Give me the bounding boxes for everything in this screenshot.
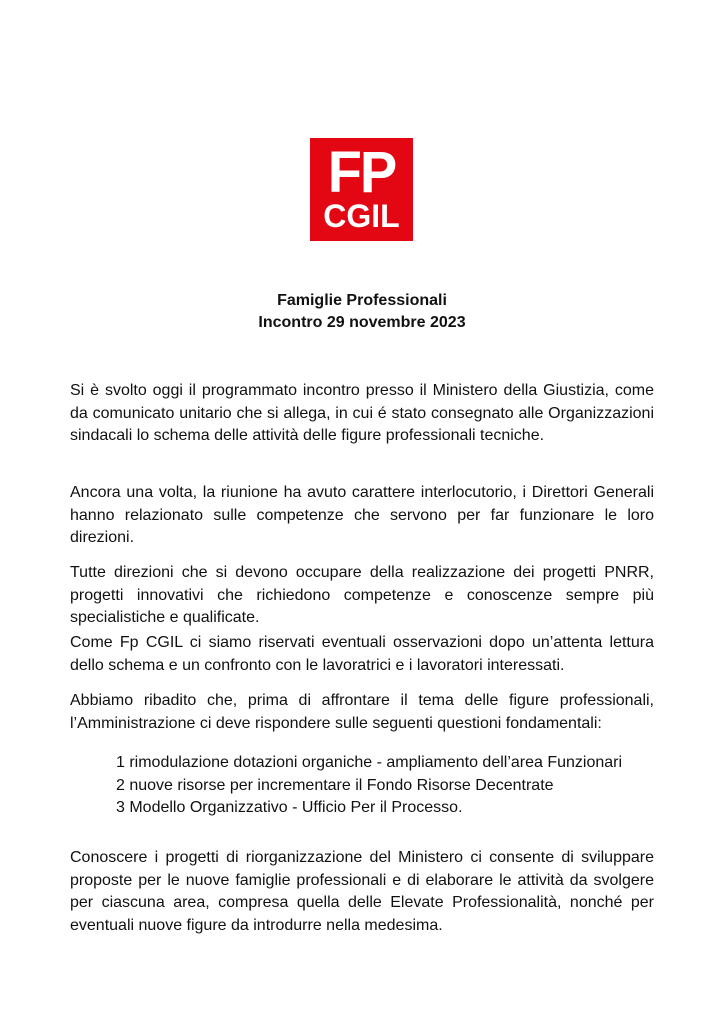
list-item: 2 nuove risorse per incrementare il Fondo Risorse Decentrate — [116, 776, 554, 794]
logo-text-fp: FP — [327, 138, 396, 205]
paragraph-2: Ancora una volta, la riunione ha avuto carattere interlocutorio, i Direttori Generali hanno relazionato sulle competenze che servono per far funzionare le loro direzioni. — [70, 484, 654, 546]
closing-paragraph: Conoscere i progetti di riorganizzazione del Ministero ci consente di sviluppare proposte per le nuove famiglie professionali e di elaborare le attività da svolgere per ciascuna area, compresa quella delle Elevate Professionalità, nonché per eventuali nuove figure da introdurre nella medesima. — [70, 849, 654, 934]
paragraph-3: Tutte direzioni che si devono occupare della realizzazione dei progetti PNRR, progetti innovativi che richiedono competenze e conoscenze sempre più specialistiche e qualificate. — [70, 564, 654, 626]
document-subtitle: Incontro 29 novembre 2023 — [258, 314, 466, 331]
questions-list — [116, 752, 676, 820]
fp-cgil-logo — [310, 138, 413, 241]
paragraph-5: Abbiamo ribadito che, prima di affrontare il tema delle figure professionali, l’Amministrazione ci deve rispondere sulle seguenti questioni fondamentali: — [70, 692, 654, 732]
document-heading — [0, 290, 724, 334]
paragraph-1: Si è svolto oggi il programmato incontro presso il Ministero della Giustizia, come da comunicato unitario che si allega, in cui é stato consegnato alle Organizzazioni sindacali lo schema delle attività delle figure professionali tecniche. — [70, 382, 654, 444]
list-item: 1 rimodulazione dotazioni organiche - ampliamento dell’area Funzionari — [116, 754, 623, 771]
paragraph-4: Come Fp CGIL ci siamo riservati eventuali osservazioni dopo un’attenta lettura dello schema e un confronto con le lavoratrici e i lavoratori interessati. — [70, 634, 654, 674]
logo-text-cgil: CGIL — [323, 198, 400, 234]
list-item: 3 Modello Organizzativo - Ufficio Per il Processo. — [116, 799, 463, 816]
document-title: Famiglie Professionali — [277, 292, 447, 309]
